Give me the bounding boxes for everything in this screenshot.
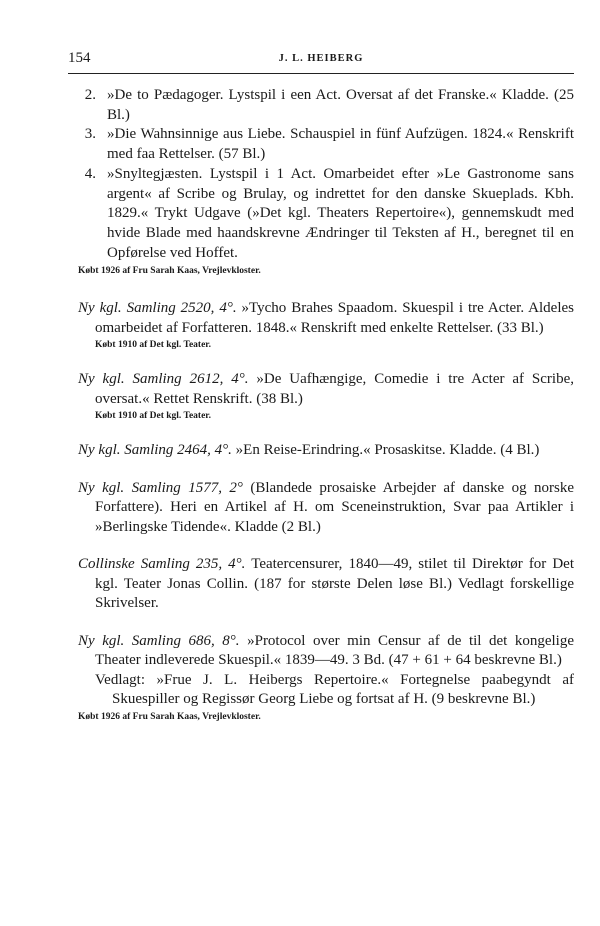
entry-reference: Ny kgl. Samling 686, 8°.	[78, 632, 240, 649]
entry-attachment: Vedlagt: »Frue J. L. Heibergs Repertoire.« Fortegnelse paabegyndt af Skuespiller og Regissør Georg Liebe og fortsat af H. (9 beskrevne Bl.)	[95, 671, 574, 708]
entry-text: »De Uafhængige, Comedie i tre Acter af Scribe, oversat.« Rettet Renskrift. (38 Bl.)	[95, 371, 574, 407]
catalog-entry	[78, 632, 574, 724]
entry-reference: Ny kgl. Samling 2464, 4°.	[78, 442, 232, 459]
provenance-note: Købt 1910 af Det kgl. Teater.	[95, 411, 212, 422]
entry-text: »En Reise-Erindring.« Prosaskitse. Kladde. (4 Bl.)	[231, 442, 540, 459]
entry-reference: Ny kgl. Samling 1577, 2°	[78, 479, 243, 496]
provenance-note: Købt 1926 af Fru Sarah Kaas, Vrejlevkloster.	[78, 266, 261, 277]
entry-text: »Tycho Brahes Spaadom. Skuespil i tre Acter. Aldeles omarbeidet af Forfatteren. 1848.« Renskrift med enkelte Rettelser. (33 Bl.)	[95, 300, 575, 336]
page-header	[68, 50, 574, 70]
entry-reference: Ny kgl. Samling 2612, 4°.	[78, 371, 249, 388]
entry-text: Teatercensurer, 1840—49, stilet til Direktør for Det kgl. Teater Jonas Collin. (187 for største Delen løse Bl.) Vedlagt forskellige Skrivelser.	[95, 556, 575, 612]
catalog-entry	[78, 479, 574, 538]
page-body	[78, 86, 574, 724]
entry-reference: Ny kgl. Samling 2520, 4°.	[78, 300, 237, 317]
item-text: »Die Wahnsinnige aus Liebe. Schauspiel in fünf Aufzügen. 1824.« Renskrift med faa Rettelser. (57 Bl.)	[107, 126, 574, 163]
page-number: 154	[68, 50, 91, 66]
catalog-entry	[78, 299, 574, 352]
item-number: 2.	[84, 87, 96, 103]
catalog-entry	[78, 555, 574, 614]
header-rule	[68, 73, 574, 74]
list-item	[78, 125, 574, 164]
item-text: »De to Pædagoger. Lystspil i een Act. Oversat af det Franske.« Kladde. (25 Bl.)	[107, 87, 574, 123]
item-number: 3.	[84, 126, 96, 143]
catalog-entry	[78, 370, 574, 423]
list-item	[78, 86, 574, 125]
entry-text: (Blandede prosaiske Arbejder af danske og norske Forfattere). Heri en Artikel af H. om Sceneinstruktion, Svar paa Artikler i »Berlingske Tidende«. Kladde (2 Bl.)	[95, 479, 574, 535]
numbered-list	[78, 86, 574, 263]
list-item	[78, 165, 574, 264]
catalog-entry	[78, 441, 574, 461]
entry-text: »Protocol over min Censur af de til det kongelige Theater indleverede Skuespil.« 1839—49. 3 Bd. (47 + 61 + 64 beskrevne Bl.)	[95, 632, 574, 669]
provenance-note: Købt 1910 af Det kgl. Teater.	[95, 340, 212, 351]
running-head: J. L. HEIBERG	[278, 53, 364, 64]
entry-reference: Collinske Samling 235, 4°.	[78, 556, 246, 573]
provenance-note: Købt 1926 af Fru Sarah Kaas, Vrejlevkloster.	[78, 711, 261, 722]
item-number: 4.	[84, 165, 96, 182]
item-text: »Snyltegjæsten. Lystspil i 1 Act. Omarbeidet efter »Le Gastronome sans argent« af Scribe og Brulay, og indrettet for den danske Skueplads. Kbh. 1829.« Trykt Udgave (»Det kgl. Theaters Repertoire«), gennemskudt med hvide Blade med haandskrevne Ændringer til Teksten af H., beregnet til en Opførelse ved Hoffet.	[107, 165, 574, 261]
